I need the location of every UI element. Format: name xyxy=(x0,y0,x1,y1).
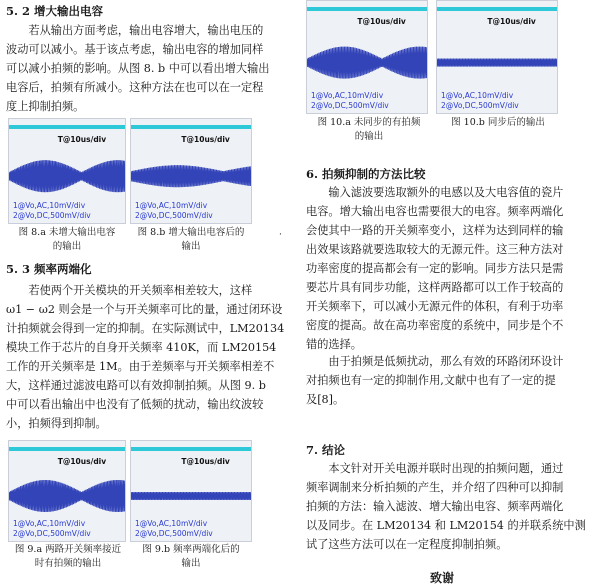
paragraph-line: 工作的开关频率是 1M。由于差频率与开关频率相差不 xyxy=(6,360,275,373)
channel-1-trace xyxy=(437,59,557,67)
paragraph-line: 度上抑制拍频。 xyxy=(6,100,85,113)
paragraph-line: 开关频率下，可以减小无源元件的体积，有利于功率 xyxy=(306,300,564,313)
channel-2-trace xyxy=(9,447,125,451)
section-7-body xyxy=(306,459,588,554)
section-6-body xyxy=(306,183,588,354)
figure-9b-caption xyxy=(126,543,256,571)
paragraph-line: 拍频的方法：输入滤波、增大输出电容、频率两端化 xyxy=(306,500,564,513)
figure-8a-caption xyxy=(6,226,128,254)
figure-10a-oscilloscope xyxy=(306,0,428,114)
caption-line: 输出 xyxy=(181,558,201,569)
figure-10b-oscilloscope xyxy=(436,0,558,114)
paragraph-line: 要芯片具有同步功能，这样两路都可以工作于较高的 xyxy=(306,281,564,294)
channel-1-label: 1@Vo,AC,10mV/div xyxy=(311,91,384,100)
figure-8a-oscilloscope xyxy=(8,118,126,224)
channel-1-label: 1@Vo,AC,10mV/div xyxy=(135,201,208,210)
channel-1-label: 1@Vo,AC,10mV/div xyxy=(13,201,86,210)
caption-line: 的输出 xyxy=(52,241,82,252)
channel-2-trace xyxy=(437,7,557,11)
paragraph-line: 模块工作于芯片的自身开关频率 410K，而 LM20154 xyxy=(6,341,277,354)
channel-2-label: 2@Vo,DC,500mV/div xyxy=(13,211,91,220)
channel-1-trace xyxy=(9,160,125,192)
figure-8b-oscilloscope xyxy=(130,118,252,224)
figure-8b-caption xyxy=(126,226,256,254)
timebase-label: T@10us/div xyxy=(57,135,107,144)
paragraph-line: 中可以看出输出中也没有了低频的扰动，输出纹波较 xyxy=(6,398,264,411)
caption-line: 输出 xyxy=(181,241,201,252)
paragraph-line: 密度的提高。故在高功率密度的系统中，同步是个不 xyxy=(306,319,564,332)
channel-2-label: 2@Vo,DC,500mV/div xyxy=(311,101,389,110)
caption-line: 图 10.a 未同步的有拍频 xyxy=(317,117,421,128)
channel-1-label: 1@Vo,AC,10mV/div xyxy=(441,91,514,100)
paragraph-line: 会使其中一路的开关频率变小，这样为达到同样的输 xyxy=(306,224,564,237)
acknowledgement-heading-cut: 致谢 xyxy=(430,571,455,585)
figure-9a-caption xyxy=(6,543,130,571)
paragraph-line: 及[8]。 xyxy=(306,393,345,406)
paragraph-line: 可以减小拍频的影响。从图 8. b 中可以看出增大输出 xyxy=(6,62,270,75)
paragraph-line: 输入滤波要选取额外的电感以及大电容值的瓷片 xyxy=(328,186,564,199)
channel-2-trace xyxy=(131,447,251,451)
paragraph-line: 若从输出方面考虑，输出电容增大，输出电压的 xyxy=(28,24,264,37)
paragraph-line: 小，拍频得到抑制。 xyxy=(6,417,107,430)
section-5-2-body xyxy=(6,21,288,116)
paragraph-line: 电容。增大输出电容也需要很大的电容。频率两端化 xyxy=(306,205,564,218)
paragraph-line: 功率密度的提高都会有一定的影响。同步方法只是需 xyxy=(306,262,564,275)
paragraph-line: 若使两个开关模块的开关频率相差较大，这样 xyxy=(28,284,253,297)
paragraph-line: 错的选择。 xyxy=(306,338,362,351)
caption-line: 时有拍频的输出 xyxy=(34,558,102,569)
timebase-label: T@10us/div xyxy=(181,457,230,466)
paragraph-line: ω1 − ω2 则会是一个与开关频率可比的量，通过闭环设 xyxy=(6,303,283,316)
paragraph-line: 电容后，拍频有所减小。这种方法在也可以在一定程 xyxy=(6,81,264,94)
timebase-label: T@10us/div xyxy=(57,457,107,466)
section-5-2-heading: 5. 2 增大输出电容 xyxy=(6,4,104,18)
section-6-heading: 6. 拍频抑制的方法比较 xyxy=(306,167,426,181)
paragraph-line: 大，这样通过滤波电路可以有效抑制拍频。从图 9. b xyxy=(6,379,266,392)
section-7-heading: 7. 结论 xyxy=(306,443,346,457)
channel-1-label: 1@Vo,AC,10mV/div xyxy=(13,519,86,528)
paragraph-line: 频率调制来分析拍频的产生，并介绍了四种可以抑制 xyxy=(306,481,564,494)
caption-line: 图 10.b 同步后的输出 xyxy=(451,117,545,128)
channel-1-label: 1@Vo,AC,10mV/div xyxy=(135,519,208,528)
paragraph-line: 出效果该路就要选取较大的无源元件。这三种方法对 xyxy=(306,243,564,256)
channel-2-label: 2@Vo,DC,500mV/div xyxy=(135,529,213,538)
channel-1-trace xyxy=(131,165,251,187)
figure-9b-oscilloscope xyxy=(130,440,252,542)
channel-2-label: 2@Vo,DC,500mV/div xyxy=(441,101,519,110)
channel-2-label: 2@Vo,DC,500mV/div xyxy=(135,211,213,220)
channel-2-trace xyxy=(131,125,251,129)
caption-line: 图 9.a 两路开关频率接近 xyxy=(14,544,122,555)
paragraph-line: 波动可以减小。基于该点考虑，输出电容的增加同样 xyxy=(6,43,264,56)
channel-1-trace xyxy=(307,47,427,79)
channel-2-trace xyxy=(307,7,427,11)
channel-1-trace xyxy=(9,480,125,512)
figure-10b-caption xyxy=(436,116,560,130)
paragraph-line: 对拍频也有一定的抑制作用,文献中也有了一定的提 xyxy=(306,374,556,387)
section-6-body-2 xyxy=(306,352,588,409)
channel-1-trace xyxy=(131,492,251,500)
caption-line: 图 8.a 未增大输出电容 xyxy=(18,227,116,238)
figure-10a-caption xyxy=(306,116,432,144)
stray-dot: · xyxy=(279,230,282,240)
paragraph-line: 本文针对开关电源并联时出现的拍频问题，通过 xyxy=(328,462,564,475)
section-5-3-heading: 5. 3 频率两端化 xyxy=(6,262,92,276)
paragraph-line: 试了这些方法可以在一定程度抑制拍频。 xyxy=(306,538,508,551)
figure-9a-oscilloscope xyxy=(8,440,126,542)
timebase-label: T@10us/div xyxy=(357,17,406,26)
section-5-3-body xyxy=(6,281,288,433)
timebase-label: T@10us/div xyxy=(181,135,230,144)
caption-line: 图 9.b 频率两端化后的 xyxy=(142,544,240,555)
caption-line: 图 8.b 增大输出电容后的 xyxy=(137,227,245,238)
channel-2-label: 2@Vo,DC,500mV/div xyxy=(13,529,91,538)
paragraph-line: 由于拍频是低频扰动，那么有效的环路闭环设计 xyxy=(328,355,564,368)
paragraph-line: 计拍频就会得到一定的抑制。在实际测试中，LM20134 xyxy=(6,322,285,335)
channel-2-trace xyxy=(9,125,125,129)
timebase-label: T@10us/div xyxy=(487,17,536,26)
paragraph-line: 以及同步。在 LM20134 和 LM20154 的并联系统中测 xyxy=(306,519,586,532)
caption-line: 的输出 xyxy=(354,131,384,142)
